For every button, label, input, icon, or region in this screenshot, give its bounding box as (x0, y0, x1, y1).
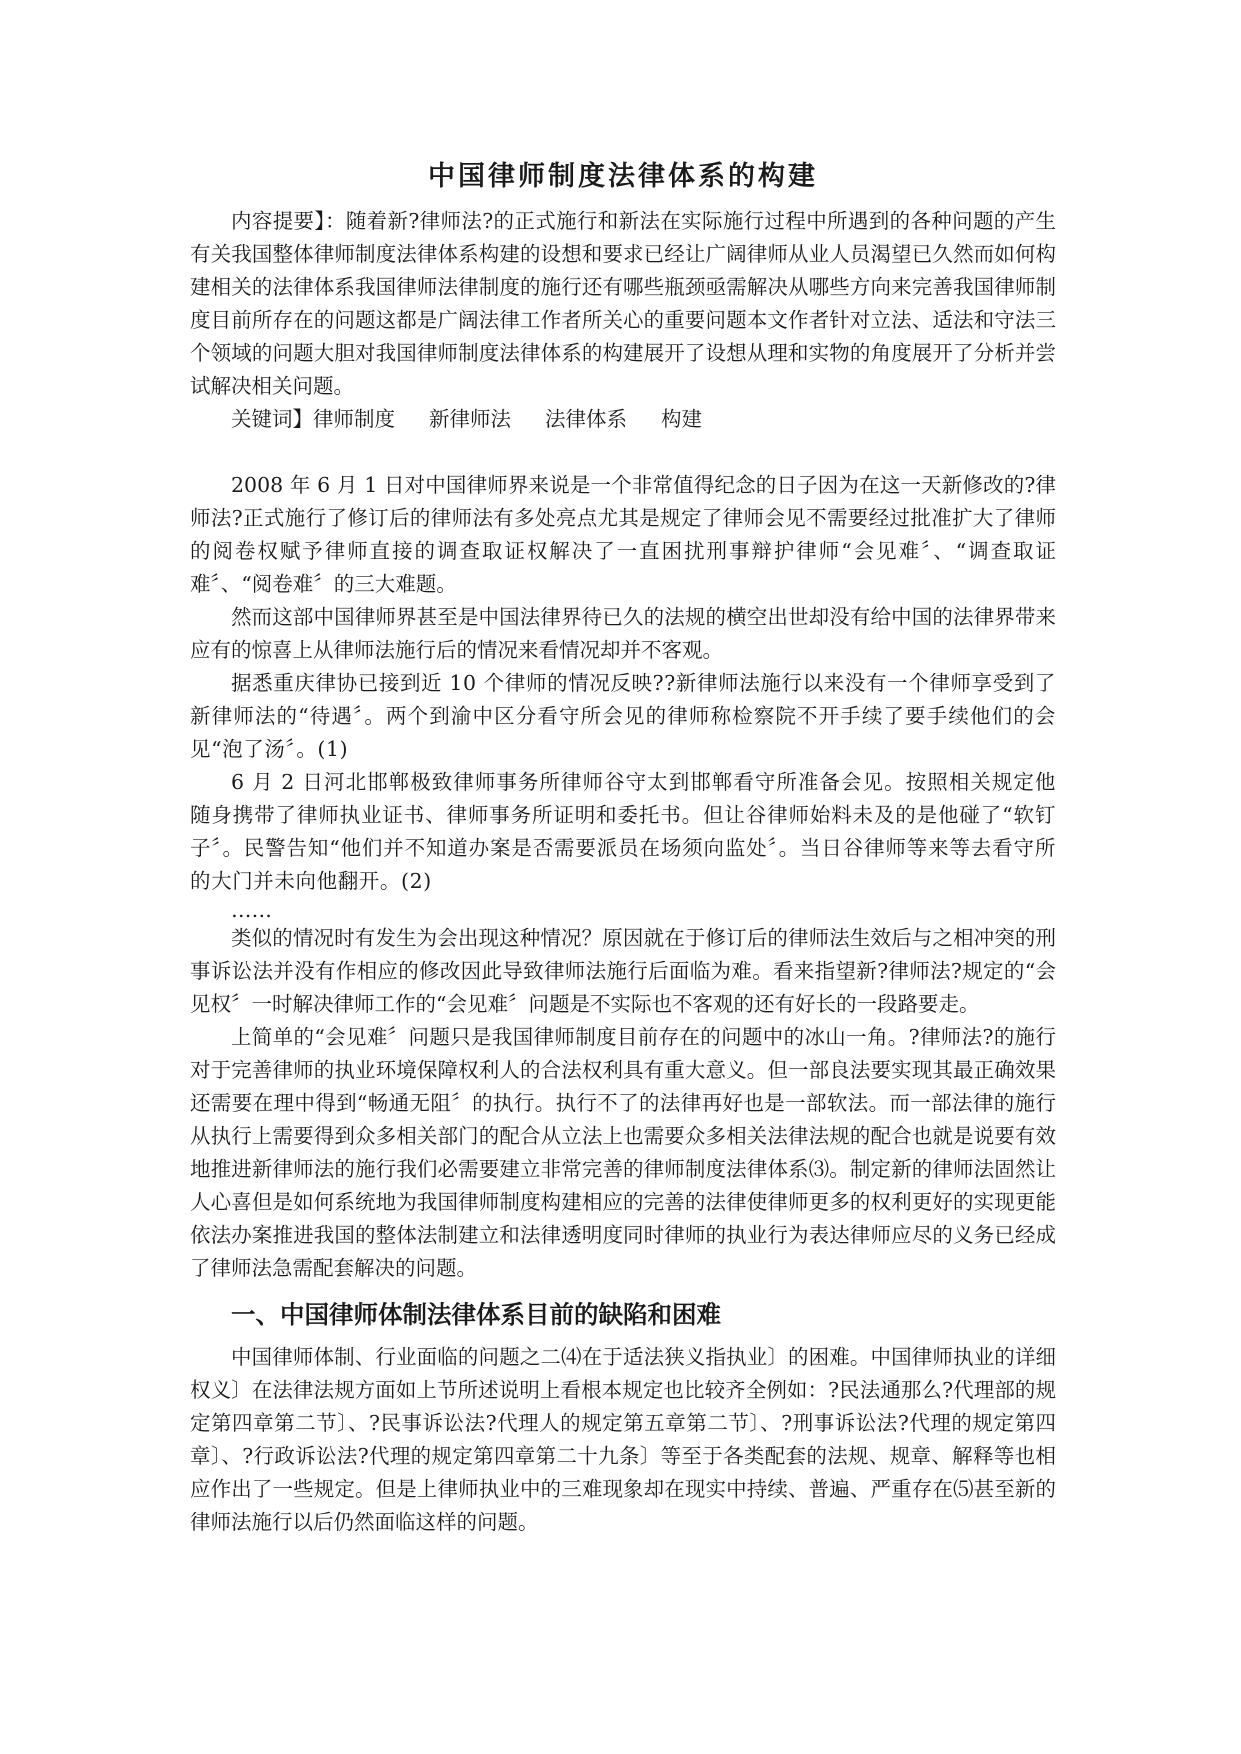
body-paragraph: 上简单的“会见难〞问题只是我国律师制度目前存在的问题中的冰山一角。?律师法?的施行对于完善律师的执业环境保障权利人的合法权利具有重大意义。但一部良法要实现其最正确效果还需要在理中得到“畅通无阻〞的执行。执行不了的法律再好也是一部软法。而一部法律的施行从执行上需要得到众多相关部门的配合从立法上也需要众多相关法律法规的配合也就是说要有效地推进新律师法的施行我们必需要建立非常完善的律师制度法律体系⑶。制定新的律师法固然让人心喜但是如何系统地为我国律师制度构建相应的完善的法律使律师更多的权利更好的实现更能依法办案推进我国的整体法制建立和法律透明度同时律师的执业行为表达律师应尽的义务已经成了律师法急需配套解决的问题。 (190, 1025, 1056, 1280)
quote-paragraph: 据悉重庆律协已接到近 10 个律师的情况反映??新律师法施行以来没有一个律师享受到了新律师法的“待遇〞。两个到渝中区分看守所会见的律师称检察院不开手续了要手续他们的会见“泡了汤〞。(1) (190, 671, 1056, 761)
abstract-paragraph: 内容提要】：随着新?律师法?的正式施行和新法在实际施行过程中所遇到的各种问题的产生有关我国整体律师制度法律体系构建的设想和要求已经让广阔律师从业人员渴望已久然而如何构建相关的法律体系我国律师法律制度的施行还有哪些瓶颈亟需解决从哪些方向来完善我国律师制度目前所存在的问题这都是广阔法律工作者所关心的重要问题本文作者针对立法、适法和守法三个领域的问题大胆对我国律师制度法律体系的构建展开了设想从理和实物的角度展开了分析并尝试解决相关问题。 (190, 209, 1056, 398)
keywords-line (190, 403, 1056, 436)
section-paragraph: 中国律师体制、行业面临的问题之二⑷在于适法狭义指执业〕的困难。中国律师执业的详细权义〕在法律法规方面如上节所述说明上看根本规定也比较齐全例如：?民法通那么?代理部的规定第四章第二节〕、?民事诉讼法?代理人的规定第五章第二节〕、?刑事诉讼法?代理的规定第四章〕、?行政诉讼法?代理的规定第四章第二十九条〕等至于各类配套的法规、规章、解释等也相应作出了一些规定。但是上律师执业中的三难现象却在现实中持续、普遍、严重存在⑸甚至新的律师法施行以后仍然面临这样的问题。 (190, 1345, 1056, 1534)
quote-paragraph: 6 月 2 日河北邯郸极致律师事务所律师谷守太到邯郸看守所准备会见。按照相关规定他随身携带了律师执业证书、律师事务所证明和委托书。但让谷律师始料未及的是他碰了“软钉子〞。民警告知“他们并不知道办案是否需要派员在场须向监处〞。当日谷律师等来等去看守所的大门并未向他翻开。(2) (190, 770, 1056, 893)
body-paragraph: 2008 年 6 月 1 日对中国律师界来说是一个非常值得纪念的日子因为在这一天新修改的?律师法?正式施行了修订后的律师法有多处亮点尤其是规定了律师会见不需要经过批准扩大了律师的阅卷权赋予律师直接的调查取证权解决了一直困扰刑事辩护律师“会见难〞、“调查取证难〞、“阅卷难〞的三大难题。 (190, 473, 1056, 596)
keyword-item: 法律体系 (545, 407, 627, 431)
keyword-item: 新律师法 (429, 407, 511, 431)
keyword-item: 构建 (661, 407, 702, 431)
body-paragraph: 类似的情况时有发生为会出现这种情况？原因就在于修订后的律师法生效后与之相冲突的刑事诉讼法并没有作相应的修改因此导致律师法施行后面临为难。看来指望新?律师法?规定的“会见权〞一时解决律师工作的“会见难〞问题是不实际也不客观的还有好长的一段路要走。 (190, 926, 1056, 1016)
keywords-label: 关键词】 (231, 407, 313, 431)
document-body (190, 155, 1056, 1539)
body-paragraph: 然而这部中国律师界甚至是中国法律界待已久的法规的横空出世却没有给中国的法律界带来应有的惊喜上从律师法施行后的情况来看情况却并不客观。 (190, 605, 1056, 662)
ellipsis-line: …… (231, 898, 272, 922)
document-title: 中国律师制度法律体系的构建 (428, 161, 818, 192)
keyword-item: 律师制度 (313, 407, 395, 431)
section-heading: 一、中国律师体制法律体系目前的缺陷和困难 (231, 1300, 721, 1329)
